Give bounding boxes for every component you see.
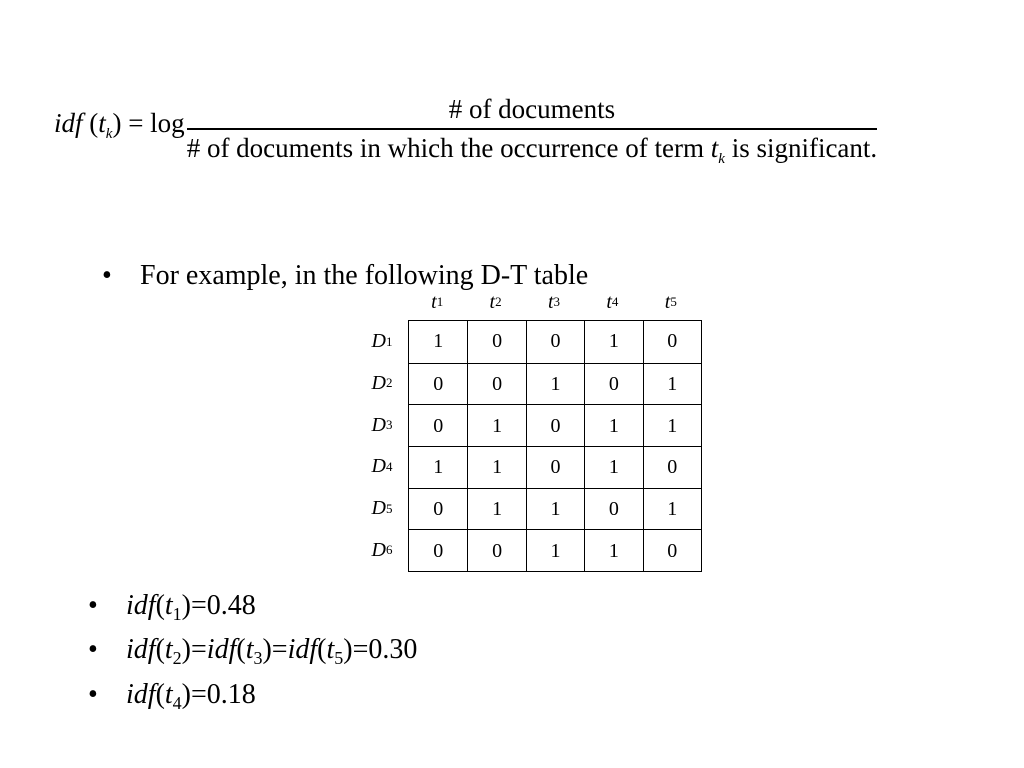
table-cell: 1 bbox=[643, 405, 701, 447]
table-cell: 1 bbox=[584, 530, 642, 572]
table-cell: 1 bbox=[433, 330, 444, 353]
table-cell: 1 bbox=[526, 489, 584, 531]
table-cell: 0 bbox=[526, 447, 584, 489]
formula-lhs-close: ) = log bbox=[112, 108, 185, 139]
row-header-var: D bbox=[371, 413, 386, 436]
bullet-example-text: For example, in the following D-T table bbox=[140, 260, 589, 291]
table-cell: 1 bbox=[467, 447, 525, 489]
result-italic-text: t bbox=[164, 590, 173, 621]
table-cell: 1 bbox=[526, 364, 584, 406]
result-text: ( bbox=[155, 679, 165, 710]
formula-fraction bbox=[187, 94, 877, 168]
table-cell: 0 bbox=[433, 414, 444, 437]
column-header-t4 bbox=[583, 288, 641, 316]
row-header-d1 bbox=[364, 321, 400, 363]
formula-lhs-sub: k bbox=[105, 126, 113, 143]
table-cell: 0 bbox=[643, 530, 701, 572]
row-header-sub: 1 bbox=[385, 333, 393, 349]
table-row bbox=[409, 446, 701, 489]
table-cell: 0 bbox=[433, 498, 444, 520]
result-italic-text: t bbox=[164, 634, 173, 665]
row-header-sub: 3 bbox=[385, 417, 393, 433]
formula-denominator-sub: k bbox=[718, 150, 725, 167]
table-row bbox=[409, 488, 701, 531]
table-cell: 0 bbox=[643, 447, 701, 489]
formula-denominator-post: is significant. bbox=[724, 132, 878, 163]
result-subscript: 1 bbox=[172, 604, 182, 624]
result-italic-text: t bbox=[326, 634, 335, 665]
column-header-var: t bbox=[547, 290, 554, 313]
table-cell: 1 bbox=[467, 405, 525, 447]
formula-numerator: # of documents bbox=[448, 94, 616, 124]
row-header-var: D bbox=[371, 455, 386, 478]
row-header-d6 bbox=[364, 529, 400, 571]
table-cell: 0 bbox=[433, 539, 444, 562]
formula-denominator-var: t bbox=[710, 132, 719, 163]
column-header-var: t bbox=[664, 290, 671, 313]
table-cell: 0 bbox=[467, 530, 525, 572]
result-subscript: 4 bbox=[172, 693, 182, 713]
column-header-sub: 4 bbox=[611, 294, 619, 309]
row-header-var: D bbox=[371, 497, 386, 519]
result-bullet-3 bbox=[88, 679, 256, 714]
idf-formula bbox=[54, 84, 877, 168]
row-header-d2 bbox=[364, 363, 400, 405]
result-italic-text: t bbox=[245, 634, 254, 665]
result-text: ( bbox=[155, 590, 165, 621]
bullet-dot: • bbox=[88, 634, 98, 665]
result-text: )=0.48 bbox=[181, 590, 256, 621]
row-header-sub: 4 bbox=[385, 458, 393, 474]
table-row bbox=[409, 529, 701, 572]
row-header-var: D bbox=[371, 371, 386, 394]
table-cell: 0 bbox=[467, 321, 525, 363]
row-header-sub: 2 bbox=[385, 375, 393, 391]
row-header-sub: 5 bbox=[385, 500, 393, 516]
column-header-sub: 5 bbox=[670, 294, 677, 309]
row-header-d4 bbox=[364, 446, 400, 488]
result-bullet-2 bbox=[88, 634, 417, 669]
table-cell: 1 bbox=[467, 489, 525, 531]
formula-lhs-func: idf bbox=[54, 108, 83, 139]
result-subscript: 2 bbox=[172, 648, 182, 668]
column-header-sub: 1 bbox=[436, 294, 444, 309]
dt-table bbox=[408, 320, 702, 572]
result-italic-text: idf bbox=[287, 634, 318, 665]
result-italic-text: t bbox=[164, 679, 173, 710]
table-cell: 0 bbox=[433, 372, 444, 395]
table-cell: 0 bbox=[584, 489, 642, 531]
table-cell: 0 bbox=[584, 364, 642, 406]
column-header-var: t bbox=[606, 290, 612, 313]
result-text: ( bbox=[155, 634, 165, 665]
formula-lhs-open: ( bbox=[82, 108, 99, 139]
bullet-example bbox=[88, 228, 588, 292]
formula-lhs bbox=[54, 108, 185, 143]
result-subscript: 5 bbox=[334, 648, 344, 668]
bullet-dot: • bbox=[102, 260, 112, 291]
column-header-t1 bbox=[408, 288, 466, 316]
table-cell: 1 bbox=[526, 530, 584, 572]
bullet-dot: • bbox=[88, 590, 98, 621]
table-row bbox=[409, 321, 701, 363]
result-italic-text: idf bbox=[206, 634, 237, 665]
column-header-t5 bbox=[642, 288, 700, 316]
table-cell: 0 bbox=[467, 364, 525, 406]
result-text: ( bbox=[317, 634, 327, 665]
formula-lhs-var: t bbox=[98, 108, 106, 139]
result-text: ( bbox=[236, 634, 246, 665]
result-text: )= bbox=[262, 634, 288, 665]
row-header-var: D bbox=[371, 538, 386, 561]
table-cell: 0 bbox=[526, 405, 584, 447]
row-header-sub: 6 bbox=[385, 542, 393, 558]
formula-denominator-pre: # of documents in which the occurrence of term bbox=[186, 132, 711, 163]
row-header-var: D bbox=[371, 330, 386, 353]
table-cell: 1 bbox=[643, 489, 701, 531]
column-header-var: t bbox=[489, 290, 496, 313]
result-italic-text: idf bbox=[126, 590, 156, 621]
column-header-sub: 2 bbox=[495, 294, 502, 309]
result-subscript: 3 bbox=[253, 648, 263, 668]
bullet-dot: • bbox=[88, 679, 98, 710]
row-header-d3 bbox=[364, 404, 400, 446]
result-italic-text: idf bbox=[126, 634, 156, 665]
result-bullet-1 bbox=[88, 590, 256, 625]
column-header-t2 bbox=[466, 288, 524, 316]
column-header-var: t bbox=[431, 290, 437, 313]
table-cell: 0 bbox=[643, 321, 701, 363]
table-row bbox=[409, 363, 701, 406]
table-row bbox=[409, 404, 701, 447]
result-text: )= bbox=[181, 634, 207, 665]
table-cell: 1 bbox=[584, 447, 642, 489]
result-italic-text: idf bbox=[126, 679, 156, 710]
table-cell: 1 bbox=[433, 456, 444, 479]
table-cell: 1 bbox=[584, 321, 642, 363]
formula-denominator bbox=[187, 130, 877, 168]
result-text: )=0.30 bbox=[343, 634, 418, 665]
column-header-sub: 3 bbox=[553, 294, 561, 309]
row-header-d5 bbox=[364, 488, 400, 530]
table-cell: 0 bbox=[526, 321, 584, 363]
result-text: )=0.18 bbox=[181, 679, 256, 710]
column-header-t3 bbox=[525, 288, 583, 316]
table-cell: 1 bbox=[643, 364, 701, 406]
table-cell: 1 bbox=[584, 405, 642, 447]
